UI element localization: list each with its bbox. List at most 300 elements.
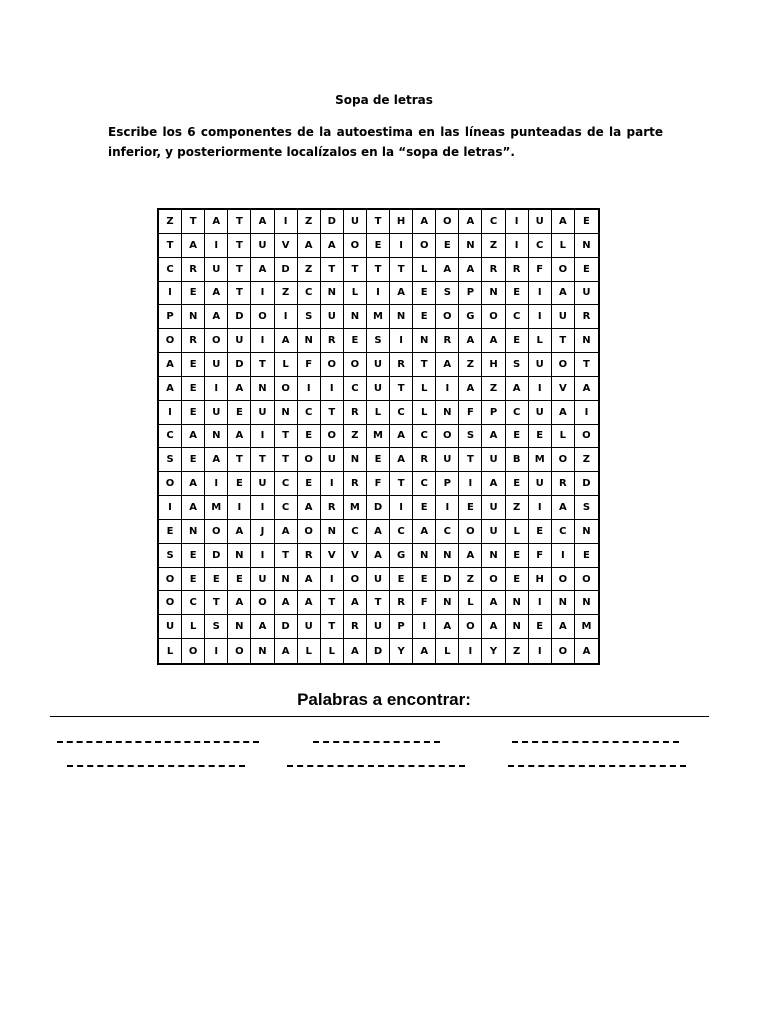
grid-cell-r12-c7[interactable]: E bbox=[298, 472, 321, 496]
grid-cell-r18-c6[interactable]: D bbox=[275, 615, 298, 639]
grid-cell-r1-c9[interactable]: U bbox=[344, 210, 367, 234]
grid-cell-r17-c11[interactable]: R bbox=[390, 591, 413, 615]
grid-cell-r1-c14[interactable]: A bbox=[459, 210, 482, 234]
grid-cell-r7-c9[interactable]: O bbox=[344, 353, 367, 377]
grid-cell-r13-c15[interactable]: U bbox=[482, 496, 505, 520]
grid-cell-r19-c3[interactable]: I bbox=[205, 639, 228, 663]
grid-cell-r8-c13[interactable]: I bbox=[436, 377, 459, 401]
grid-cell-r13-c3[interactable]: M bbox=[205, 496, 228, 520]
grid-cell-r7-c6[interactable]: L bbox=[275, 353, 298, 377]
grid-cell-r14-c7[interactable]: O bbox=[298, 520, 321, 544]
grid-cell-r19-c4[interactable]: O bbox=[228, 639, 251, 663]
grid-cell-r19-c6[interactable]: A bbox=[275, 639, 298, 663]
grid-cell-r11-c3[interactable]: A bbox=[205, 448, 228, 472]
grid-cell-r17-c16[interactable]: N bbox=[506, 591, 529, 615]
grid-cell-r15-c18[interactable]: I bbox=[552, 544, 575, 568]
grid-cell-r1-c4[interactable]: T bbox=[228, 210, 251, 234]
grid-cell-r15-c4[interactable]: N bbox=[228, 544, 251, 568]
grid-cell-r5-c3[interactable]: A bbox=[205, 305, 228, 329]
grid-cell-r14-c12[interactable]: A bbox=[413, 520, 436, 544]
grid-cell-r16-c10[interactable]: U bbox=[367, 568, 390, 592]
grid-cell-r3-c1[interactable]: C bbox=[159, 258, 182, 282]
grid-cell-r7-c8[interactable]: O bbox=[321, 353, 344, 377]
grid-cell-r1-c19[interactable]: E bbox=[575, 210, 598, 234]
grid-cell-r3-c6[interactable]: D bbox=[275, 258, 298, 282]
grid-cell-r14-c16[interactable]: L bbox=[506, 520, 529, 544]
grid-cell-r14-c10[interactable]: A bbox=[367, 520, 390, 544]
grid-cell-r18-c18[interactable]: A bbox=[552, 615, 575, 639]
grid-cell-r11-c5[interactable]: T bbox=[251, 448, 274, 472]
grid-cell-r7-c7[interactable]: F bbox=[298, 353, 321, 377]
grid-cell-r16-c13[interactable]: D bbox=[436, 568, 459, 592]
grid-cell-r10-c3[interactable]: N bbox=[205, 425, 228, 449]
grid-cell-r14-c11[interactable]: C bbox=[390, 520, 413, 544]
grid-cell-r6-c18[interactable]: T bbox=[552, 329, 575, 353]
grid-cell-r10-c2[interactable]: A bbox=[182, 425, 205, 449]
grid-cell-r2-c5[interactable]: U bbox=[251, 234, 274, 258]
grid-cell-r15-c17[interactable]: F bbox=[529, 544, 552, 568]
grid-cell-r10-c13[interactable]: O bbox=[436, 425, 459, 449]
grid-cell-r9-c2[interactable]: E bbox=[182, 401, 205, 425]
grid-cell-r8-c10[interactable]: U bbox=[367, 377, 390, 401]
grid-cell-r14-c2[interactable]: N bbox=[182, 520, 205, 544]
grid-cell-r11-c2[interactable]: E bbox=[182, 448, 205, 472]
grid-cell-r19-c15[interactable]: Y bbox=[482, 639, 505, 663]
grid-cell-r8-c15[interactable]: Z bbox=[482, 377, 505, 401]
grid-cell-r17-c1[interactable]: O bbox=[159, 591, 182, 615]
grid-cell-r15-c19[interactable]: E bbox=[575, 544, 598, 568]
grid-cell-r3-c8[interactable]: T bbox=[321, 258, 344, 282]
grid-cell-r7-c3[interactable]: U bbox=[205, 353, 228, 377]
grid-cell-r11-c10[interactable]: E bbox=[367, 448, 390, 472]
grid-cell-r8-c9[interactable]: C bbox=[344, 377, 367, 401]
grid-cell-r10-c14[interactable]: S bbox=[459, 425, 482, 449]
grid-cell-r16-c16[interactable]: E bbox=[506, 568, 529, 592]
grid-cell-r15-c7[interactable]: R bbox=[298, 544, 321, 568]
grid-cell-r18-c3[interactable]: S bbox=[205, 615, 228, 639]
grid-cell-r6-c13[interactable]: R bbox=[436, 329, 459, 353]
grid-cell-r16-c17[interactable]: H bbox=[529, 568, 552, 592]
grid-cell-r4-c7[interactable]: C bbox=[298, 282, 321, 306]
grid-cell-r2-c1[interactable]: T bbox=[159, 234, 182, 258]
grid-cell-r4-c15[interactable]: N bbox=[482, 282, 505, 306]
grid-cell-r18-c5[interactable]: A bbox=[251, 615, 274, 639]
grid-cell-r19-c12[interactable]: A bbox=[413, 639, 436, 663]
grid-cell-r15-c2[interactable]: E bbox=[182, 544, 205, 568]
grid-cell-r15-c11[interactable]: G bbox=[390, 544, 413, 568]
grid-cell-r6-c10[interactable]: S bbox=[367, 329, 390, 353]
grid-cell-r12-c15[interactable]: A bbox=[482, 472, 505, 496]
grid-cell-r13-c2[interactable]: A bbox=[182, 496, 205, 520]
grid-cell-r10-c11[interactable]: A bbox=[390, 425, 413, 449]
grid-cell-r17-c14[interactable]: L bbox=[459, 591, 482, 615]
answer-blank-1[interactable] bbox=[57, 741, 259, 743]
grid-cell-r9-c7[interactable]: C bbox=[298, 401, 321, 425]
grid-cell-r2-c4[interactable]: T bbox=[228, 234, 251, 258]
grid-cell-r16-c1[interactable]: O bbox=[159, 568, 182, 592]
grid-cell-r7-c18[interactable]: O bbox=[552, 353, 575, 377]
grid-cell-r17-c6[interactable]: A bbox=[275, 591, 298, 615]
grid-cell-r16-c7[interactable]: A bbox=[298, 568, 321, 592]
grid-cell-r14-c14[interactable]: O bbox=[459, 520, 482, 544]
grid-cell-r11-c9[interactable]: N bbox=[344, 448, 367, 472]
grid-cell-r5-c15[interactable]: O bbox=[482, 305, 505, 329]
grid-cell-r13-c4[interactable]: I bbox=[228, 496, 251, 520]
grid-cell-r4-c12[interactable]: E bbox=[413, 282, 436, 306]
answer-blank-6[interactable] bbox=[508, 765, 686, 767]
grid-cell-r18-c2[interactable]: L bbox=[182, 615, 205, 639]
grid-cell-r11-c19[interactable]: Z bbox=[575, 448, 598, 472]
grid-cell-r7-c1[interactable]: A bbox=[159, 353, 182, 377]
grid-cell-r5-c14[interactable]: G bbox=[459, 305, 482, 329]
grid-cell-r9-c6[interactable]: N bbox=[275, 401, 298, 425]
grid-cell-r14-c5[interactable]: J bbox=[251, 520, 274, 544]
grid-cell-r7-c12[interactable]: T bbox=[413, 353, 436, 377]
grid-cell-r2-c12[interactable]: O bbox=[413, 234, 436, 258]
grid-cell-r12-c13[interactable]: P bbox=[436, 472, 459, 496]
grid-cell-r10-c7[interactable]: E bbox=[298, 425, 321, 449]
grid-cell-r14-c4[interactable]: A bbox=[228, 520, 251, 544]
grid-cell-r2-c7[interactable]: A bbox=[298, 234, 321, 258]
grid-cell-r7-c19[interactable]: T bbox=[575, 353, 598, 377]
grid-cell-r3-c12[interactable]: L bbox=[413, 258, 436, 282]
grid-cell-r2-c8[interactable]: A bbox=[321, 234, 344, 258]
grid-cell-r1-c3[interactable]: A bbox=[205, 210, 228, 234]
grid-cell-r12-c5[interactable]: U bbox=[251, 472, 274, 496]
grid-cell-r18-c13[interactable]: A bbox=[436, 615, 459, 639]
grid-cell-r13-c5[interactable]: I bbox=[251, 496, 274, 520]
grid-cell-r2-c18[interactable]: L bbox=[552, 234, 575, 258]
grid-cell-r3-c3[interactable]: U bbox=[205, 258, 228, 282]
grid-cell-r1-c10[interactable]: T bbox=[367, 210, 390, 234]
grid-cell-r5-c6[interactable]: I bbox=[275, 305, 298, 329]
grid-cell-r8-c1[interactable]: A bbox=[159, 377, 182, 401]
grid-cell-r8-c12[interactable]: L bbox=[413, 377, 436, 401]
grid-cell-r4-c6[interactable]: Z bbox=[275, 282, 298, 306]
grid-cell-r18-c14[interactable]: O bbox=[459, 615, 482, 639]
grid-cell-r6-c3[interactable]: O bbox=[205, 329, 228, 353]
grid-cell-r17-c5[interactable]: O bbox=[251, 591, 274, 615]
grid-cell-r13-c6[interactable]: C bbox=[275, 496, 298, 520]
grid-cell-r16-c4[interactable]: E bbox=[228, 568, 251, 592]
grid-cell-r6-c15[interactable]: A bbox=[482, 329, 505, 353]
grid-cell-r12-c2[interactable]: A bbox=[182, 472, 205, 496]
grid-cell-r13-c8[interactable]: R bbox=[321, 496, 344, 520]
grid-cell-r1-c12[interactable]: A bbox=[413, 210, 436, 234]
grid-cell-r14-c15[interactable]: U bbox=[482, 520, 505, 544]
grid-cell-r3-c18[interactable]: O bbox=[552, 258, 575, 282]
grid-cell-r8-c4[interactable]: A bbox=[228, 377, 251, 401]
grid-cell-r14-c13[interactable]: C bbox=[436, 520, 459, 544]
grid-cell-r6-c9[interactable]: E bbox=[344, 329, 367, 353]
grid-cell-r16-c2[interactable]: E bbox=[182, 568, 205, 592]
grid-cell-r17-c13[interactable]: N bbox=[436, 591, 459, 615]
grid-cell-r16-c9[interactable]: O bbox=[344, 568, 367, 592]
grid-cell-r11-c7[interactable]: O bbox=[298, 448, 321, 472]
grid-cell-r19-c8[interactable]: L bbox=[321, 639, 344, 663]
grid-cell-r5-c10[interactable]: M bbox=[367, 305, 390, 329]
grid-cell-r2-c17[interactable]: C bbox=[529, 234, 552, 258]
grid-cell-r18-c1[interactable]: U bbox=[159, 615, 182, 639]
grid-cell-r7-c2[interactable]: E bbox=[182, 353, 205, 377]
grid-cell-r11-c4[interactable]: T bbox=[228, 448, 251, 472]
grid-cell-r8-c16[interactable]: A bbox=[506, 377, 529, 401]
grid-cell-r19-c14[interactable]: I bbox=[459, 639, 482, 663]
grid-cell-r4-c17[interactable]: I bbox=[529, 282, 552, 306]
grid-cell-r5-c2[interactable]: N bbox=[182, 305, 205, 329]
grid-cell-r3-c10[interactable]: T bbox=[367, 258, 390, 282]
grid-cell-r5-c19[interactable]: R bbox=[575, 305, 598, 329]
grid-cell-r18-c16[interactable]: N bbox=[506, 615, 529, 639]
grid-cell-r11-c13[interactable]: U bbox=[436, 448, 459, 472]
grid-cell-r9-c13[interactable]: N bbox=[436, 401, 459, 425]
grid-cell-r9-c1[interactable]: I bbox=[159, 401, 182, 425]
grid-cell-r19-c5[interactable]: N bbox=[251, 639, 274, 663]
grid-cell-r15-c6[interactable]: T bbox=[275, 544, 298, 568]
grid-cell-r17-c8[interactable]: T bbox=[321, 591, 344, 615]
grid-cell-r15-c10[interactable]: A bbox=[367, 544, 390, 568]
grid-cell-r1-c8[interactable]: D bbox=[321, 210, 344, 234]
grid-cell-r8-c11[interactable]: T bbox=[390, 377, 413, 401]
grid-cell-r10-c4[interactable]: A bbox=[228, 425, 251, 449]
grid-cell-r15-c9[interactable]: V bbox=[344, 544, 367, 568]
grid-cell-r13-c1[interactable]: I bbox=[159, 496, 182, 520]
grid-cell-r9-c9[interactable]: R bbox=[344, 401, 367, 425]
grid-cell-r6-c12[interactable]: N bbox=[413, 329, 436, 353]
grid-cell-r4-c4[interactable]: T bbox=[228, 282, 251, 306]
grid-cell-r6-c6[interactable]: A bbox=[275, 329, 298, 353]
grid-cell-r4-c10[interactable]: I bbox=[367, 282, 390, 306]
grid-cell-r6-c7[interactable]: N bbox=[298, 329, 321, 353]
answer-blank-5[interactable] bbox=[287, 765, 465, 767]
grid-cell-r17-c3[interactable]: T bbox=[205, 591, 228, 615]
grid-cell-r3-c19[interactable]: E bbox=[575, 258, 598, 282]
grid-cell-r17-c10[interactable]: T bbox=[367, 591, 390, 615]
grid-cell-r10-c9[interactable]: Z bbox=[344, 425, 367, 449]
grid-cell-r4-c13[interactable]: S bbox=[436, 282, 459, 306]
grid-cell-r2-c16[interactable]: I bbox=[506, 234, 529, 258]
grid-cell-r2-c2[interactable]: A bbox=[182, 234, 205, 258]
grid-cell-r6-c17[interactable]: L bbox=[529, 329, 552, 353]
grid-cell-r6-c4[interactable]: U bbox=[228, 329, 251, 353]
grid-cell-r15-c14[interactable]: A bbox=[459, 544, 482, 568]
grid-cell-r1-c5[interactable]: A bbox=[251, 210, 274, 234]
grid-cell-r12-c6[interactable]: C bbox=[275, 472, 298, 496]
grid-cell-r16-c8[interactable]: I bbox=[321, 568, 344, 592]
grid-cell-r10-c15[interactable]: A bbox=[482, 425, 505, 449]
grid-cell-r2-c9[interactable]: O bbox=[344, 234, 367, 258]
grid-cell-r13-c11[interactable]: I bbox=[390, 496, 413, 520]
grid-cell-r8-c2[interactable]: E bbox=[182, 377, 205, 401]
grid-cell-r5-c12[interactable]: E bbox=[413, 305, 436, 329]
grid-cell-r11-c8[interactable]: U bbox=[321, 448, 344, 472]
grid-cell-r10-c6[interactable]: T bbox=[275, 425, 298, 449]
grid-cell-r10-c8[interactable]: O bbox=[321, 425, 344, 449]
grid-cell-r16-c19[interactable]: O bbox=[575, 568, 598, 592]
grid-cell-r17-c7[interactable]: A bbox=[298, 591, 321, 615]
grid-cell-r7-c11[interactable]: R bbox=[390, 353, 413, 377]
grid-cell-r16-c5[interactable]: U bbox=[251, 568, 274, 592]
grid-cell-r12-c19[interactable]: D bbox=[575, 472, 598, 496]
grid-cell-r11-c18[interactable]: O bbox=[552, 448, 575, 472]
grid-cell-r5-c9[interactable]: N bbox=[344, 305, 367, 329]
grid-cell-r11-c1[interactable]: S bbox=[159, 448, 182, 472]
grid-cell-r18-c17[interactable]: E bbox=[529, 615, 552, 639]
grid-cell-r2-c11[interactable]: I bbox=[390, 234, 413, 258]
grid-cell-r10-c18[interactable]: L bbox=[552, 425, 575, 449]
grid-cell-r9-c15[interactable]: P bbox=[482, 401, 505, 425]
grid-cell-r12-c10[interactable]: F bbox=[367, 472, 390, 496]
grid-cell-r15-c13[interactable]: N bbox=[436, 544, 459, 568]
grid-cell-r8-c19[interactable]: A bbox=[575, 377, 598, 401]
grid-cell-r18-c12[interactable]: I bbox=[413, 615, 436, 639]
grid-cell-r3-c11[interactable]: T bbox=[390, 258, 413, 282]
grid-cell-r17-c18[interactable]: N bbox=[552, 591, 575, 615]
grid-cell-r8-c14[interactable]: A bbox=[459, 377, 482, 401]
grid-cell-r12-c16[interactable]: E bbox=[506, 472, 529, 496]
grid-cell-r19-c17[interactable]: I bbox=[529, 639, 552, 663]
grid-cell-r7-c16[interactable]: S bbox=[506, 353, 529, 377]
grid-cell-r8-c7[interactable]: I bbox=[298, 377, 321, 401]
grid-cell-r13-c12[interactable]: E bbox=[413, 496, 436, 520]
grid-cell-r18-c4[interactable]: N bbox=[228, 615, 251, 639]
grid-cell-r18-c11[interactable]: P bbox=[390, 615, 413, 639]
grid-cell-r9-c19[interactable]: I bbox=[575, 401, 598, 425]
grid-cell-r19-c10[interactable]: D bbox=[367, 639, 390, 663]
grid-cell-r4-c11[interactable]: A bbox=[390, 282, 413, 306]
grid-cell-r18-c7[interactable]: U bbox=[298, 615, 321, 639]
grid-cell-r4-c9[interactable]: L bbox=[344, 282, 367, 306]
grid-cell-r4-c18[interactable]: A bbox=[552, 282, 575, 306]
grid-cell-r5-c4[interactable]: D bbox=[228, 305, 251, 329]
answer-blank-3[interactable] bbox=[512, 741, 679, 743]
grid-cell-r16-c3[interactable]: E bbox=[205, 568, 228, 592]
grid-cell-r14-c6[interactable]: A bbox=[275, 520, 298, 544]
grid-cell-r19-c11[interactable]: Y bbox=[390, 639, 413, 663]
grid-cell-r12-c12[interactable]: C bbox=[413, 472, 436, 496]
grid-cell-r1-c16[interactable]: I bbox=[506, 210, 529, 234]
grid-cell-r14-c17[interactable]: E bbox=[529, 520, 552, 544]
grid-cell-r14-c9[interactable]: C bbox=[344, 520, 367, 544]
grid-cell-r5-c16[interactable]: C bbox=[506, 305, 529, 329]
grid-cell-r7-c15[interactable]: H bbox=[482, 353, 505, 377]
grid-cell-r1-c2[interactable]: T bbox=[182, 210, 205, 234]
grid-cell-r5-c13[interactable]: O bbox=[436, 305, 459, 329]
grid-cell-r3-c2[interactable]: R bbox=[182, 258, 205, 282]
grid-cell-r3-c16[interactable]: R bbox=[506, 258, 529, 282]
grid-cell-r9-c14[interactable]: F bbox=[459, 401, 482, 425]
grid-cell-r6-c1[interactable]: O bbox=[159, 329, 182, 353]
grid-cell-r5-c18[interactable]: U bbox=[552, 305, 575, 329]
grid-cell-r9-c10[interactable]: L bbox=[367, 401, 390, 425]
grid-cell-r1-c1[interactable]: Z bbox=[159, 210, 182, 234]
grid-cell-r2-c14[interactable]: N bbox=[459, 234, 482, 258]
grid-cell-r17-c15[interactable]: A bbox=[482, 591, 505, 615]
grid-cell-r16-c12[interactable]: E bbox=[413, 568, 436, 592]
grid-cell-r7-c17[interactable]: U bbox=[529, 353, 552, 377]
grid-cell-r6-c8[interactable]: R bbox=[321, 329, 344, 353]
grid-cell-r7-c4[interactable]: D bbox=[228, 353, 251, 377]
grid-cell-r10-c12[interactable]: C bbox=[413, 425, 436, 449]
grid-cell-r3-c17[interactable]: F bbox=[529, 258, 552, 282]
grid-cell-r12-c1[interactable]: O bbox=[159, 472, 182, 496]
grid-cell-r17-c9[interactable]: A bbox=[344, 591, 367, 615]
grid-cell-r19-c9[interactable]: A bbox=[344, 639, 367, 663]
grid-cell-r13-c16[interactable]: Z bbox=[506, 496, 529, 520]
grid-cell-r12-c14[interactable]: I bbox=[459, 472, 482, 496]
grid-cell-r9-c5[interactable]: U bbox=[251, 401, 274, 425]
grid-cell-r3-c14[interactable]: A bbox=[459, 258, 482, 282]
grid-cell-r7-c10[interactable]: U bbox=[367, 353, 390, 377]
grid-cell-r3-c9[interactable]: T bbox=[344, 258, 367, 282]
grid-cell-r11-c17[interactable]: M bbox=[529, 448, 552, 472]
grid-cell-r9-c12[interactable]: L bbox=[413, 401, 436, 425]
grid-cell-r1-c13[interactable]: O bbox=[436, 210, 459, 234]
grid-cell-r1-c7[interactable]: Z bbox=[298, 210, 321, 234]
grid-cell-r18-c15[interactable]: A bbox=[482, 615, 505, 639]
grid-cell-r4-c3[interactable]: A bbox=[205, 282, 228, 306]
grid-cell-r12-c11[interactable]: T bbox=[390, 472, 413, 496]
grid-cell-r11-c11[interactable]: A bbox=[390, 448, 413, 472]
grid-cell-r11-c16[interactable]: B bbox=[506, 448, 529, 472]
grid-cell-r6-c5[interactable]: I bbox=[251, 329, 274, 353]
grid-cell-r13-c13[interactable]: I bbox=[436, 496, 459, 520]
grid-cell-r9-c17[interactable]: U bbox=[529, 401, 552, 425]
grid-cell-r14-c18[interactable]: C bbox=[552, 520, 575, 544]
grid-cell-r8-c18[interactable]: V bbox=[552, 377, 575, 401]
grid-cell-r5-c5[interactable]: O bbox=[251, 305, 274, 329]
grid-cell-r12-c9[interactable]: R bbox=[344, 472, 367, 496]
grid-cell-r9-c4[interactable]: E bbox=[228, 401, 251, 425]
grid-cell-r12-c18[interactable]: R bbox=[552, 472, 575, 496]
grid-cell-r16-c15[interactable]: O bbox=[482, 568, 505, 592]
grid-cell-r6-c2[interactable]: R bbox=[182, 329, 205, 353]
grid-cell-r9-c3[interactable]: U bbox=[205, 401, 228, 425]
grid-cell-r15-c1[interactable]: S bbox=[159, 544, 182, 568]
grid-cell-r3-c13[interactable]: A bbox=[436, 258, 459, 282]
grid-cell-r1-c11[interactable]: H bbox=[390, 210, 413, 234]
grid-cell-r17-c4[interactable]: A bbox=[228, 591, 251, 615]
grid-cell-r13-c7[interactable]: A bbox=[298, 496, 321, 520]
grid-cell-r5-c1[interactable]: P bbox=[159, 305, 182, 329]
grid-cell-r19-c13[interactable]: L bbox=[436, 639, 459, 663]
grid-cell-r8-c5[interactable]: N bbox=[251, 377, 274, 401]
grid-cell-r4-c8[interactable]: N bbox=[321, 282, 344, 306]
grid-cell-r3-c4[interactable]: T bbox=[228, 258, 251, 282]
grid-cell-r1-c15[interactable]: C bbox=[482, 210, 505, 234]
grid-cell-r7-c13[interactable]: A bbox=[436, 353, 459, 377]
grid-cell-r11-c12[interactable]: R bbox=[413, 448, 436, 472]
grid-cell-r2-c10[interactable]: E bbox=[367, 234, 390, 258]
grid-cell-r8-c6[interactable]: O bbox=[275, 377, 298, 401]
grid-cell-r5-c8[interactable]: U bbox=[321, 305, 344, 329]
grid-cell-r19-c16[interactable]: Z bbox=[506, 639, 529, 663]
grid-cell-r2-c3[interactable]: I bbox=[205, 234, 228, 258]
grid-cell-r19-c19[interactable]: A bbox=[582, 645, 591, 657]
grid-cell-r9-c16[interactable]: C bbox=[506, 401, 529, 425]
grid-cell-r17-c17[interactable]: I bbox=[529, 591, 552, 615]
grid-cell-r8-c8[interactable]: I bbox=[321, 377, 344, 401]
grid-cell-r2-c19[interactable]: N bbox=[575, 234, 598, 258]
grid-cell-r12-c8[interactable]: I bbox=[321, 472, 344, 496]
grid-cell-r14-c1[interactable]: E bbox=[159, 520, 182, 544]
grid-cell-r15-c8[interactable]: V bbox=[321, 544, 344, 568]
grid-cell-r18-c10[interactable]: U bbox=[367, 615, 390, 639]
answer-blank-2[interactable] bbox=[313, 741, 440, 743]
grid-cell-r12-c3[interactable]: I bbox=[205, 472, 228, 496]
grid-cell-r10-c19[interactable]: O bbox=[575, 425, 598, 449]
grid-cell-r10-c17[interactable]: E bbox=[529, 425, 552, 449]
